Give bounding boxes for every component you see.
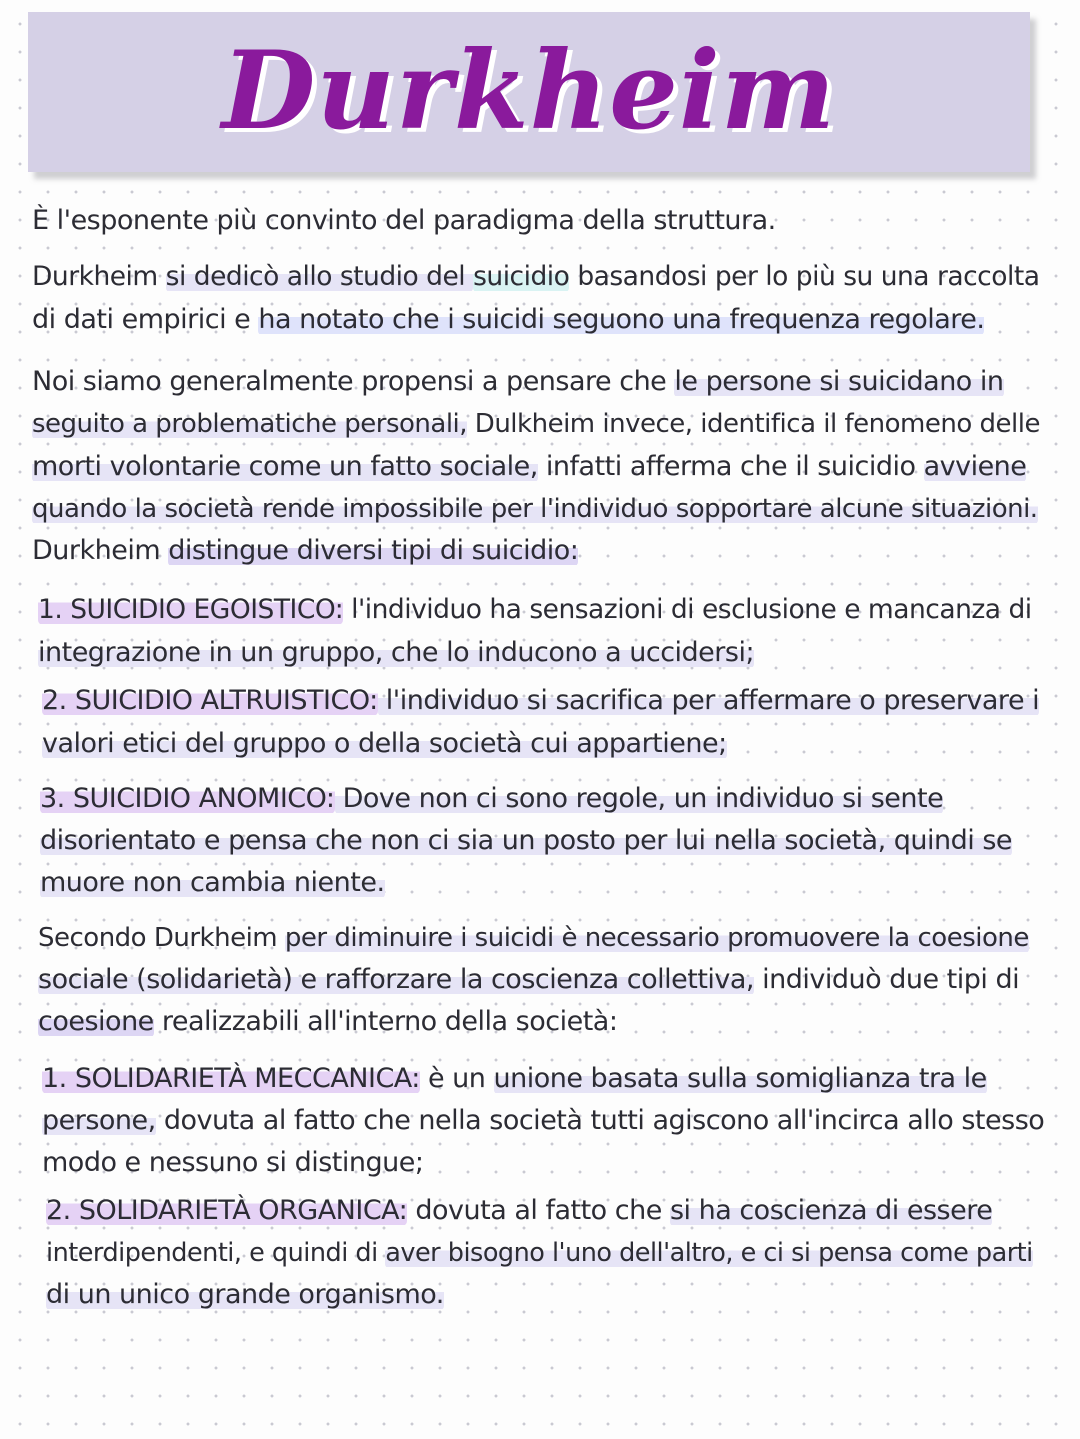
highlight: aver bisogno l'uno dell'altro, e ci si pensa come parti <box>385 1238 1033 1268</box>
page-title: Durkheim <box>221 28 837 154</box>
text-line: sociale (solidarietà) e rafforzare la coscienza collettiva, individuò due tipi di <box>38 964 1020 995</box>
text-line: persone, dovuta al fatto che nella società tutti agiscono all'incirca allo stesso <box>42 1105 1045 1136</box>
highlight: disorientato e pensa che non ci sia un posto per lui nella società, quindi se <box>40 825 1013 856</box>
text-line <box>38 635 754 671</box>
text-line <box>40 781 943 817</box>
text-line: coesione realizzabili all'interno della società: <box>38 1006 618 1037</box>
text-line: seguito a problematiche personali, Dulkheim invece, identifica il fenomeno delle <box>32 409 1040 439</box>
text-line: Noi siamo generalmente propensi a pensare che le persone si suicidano in <box>32 366 1004 397</box>
highlight: l'individuo si sacrifica per affermare o preservare i <box>377 685 1040 716</box>
highlight: sociale (solidarietà) e rafforzare la coscienza collettiva, <box>38 964 755 995</box>
highlight: distingue diversi tipi di suicidio: <box>168 535 579 566</box>
text-line: di dati empirici e ha notato che i suicidi seguono una frequenza regolare. <box>32 304 985 335</box>
solidarity-type-label: 2. SOLIDARIETÀ ORGANICA: <box>46 1195 408 1226</box>
highlight: avviene <box>923 451 1027 482</box>
highlight: si dedicò allo studio del <box>165 261 474 292</box>
text-line <box>46 1277 444 1313</box>
highlight: quando la società rende impossibile per l'individuo sopportare alcune situazioni. <box>32 494 1038 524</box>
solidarity-type-label: 1. SOLIDARIETÀ MECCANICA: <box>42 1063 420 1094</box>
text-line: Durkheim distingue diversi tipi di suicidio: <box>32 535 579 566</box>
title-banner <box>28 12 1030 172</box>
text-line <box>40 823 1012 859</box>
text-line <box>32 491 1038 527</box>
text-line: 2. SOLIDARIETÀ ORGANICA: dovuta al fatto che si ha coscienza di essere <box>46 1195 993 1226</box>
text-line: modo e nessuno si distingue; <box>42 1147 424 1178</box>
highlight: le persone si suicidano in <box>674 366 1004 397</box>
highlight: integrazione in un gruppo, che lo inducono a uccidersi; <box>38 637 755 668</box>
highlight: unione basata sulla somiglianza tra le <box>493 1063 987 1094</box>
highlight: Dove non ci sono regole, un individuo si sente <box>334 783 944 814</box>
text-line <box>42 726 727 762</box>
suicide-type-label: 1. SUICIDIO EGOISTICO: <box>38 594 344 625</box>
highlight: muore non cambia niente. <box>40 867 385 898</box>
text-line: 1. SUICIDIO EGOISTICO: l'individuo ha sensazioni di esclusione e mancanza di <box>38 594 1032 625</box>
text-line: Secondo Durkheim per diminuire i suicidi è necessario promuovere la coesione <box>38 923 1029 953</box>
text-line: morti volontarie come un fatto sociale, infatti afferma che il suicidio avviene <box>32 451 1027 482</box>
highlight: seguito a problematiche personali, <box>32 409 468 439</box>
highlight: persone, <box>42 1105 156 1136</box>
highlight: valori etici del gruppo o della società cui appartiene; <box>42 728 727 759</box>
text-line: Durkheim si dedicò allo studio del suicidio basandosi per lo più su una raccolta <box>32 261 1040 292</box>
highlight: morti volontarie come un fatto sociale, <box>32 451 538 482</box>
highlight: di un unico grande organismo. <box>46 1279 444 1310</box>
text-line: È l'esponente più convinto del paradigma della struttura. <box>32 205 776 236</box>
highlight: suicidio <box>473 261 570 292</box>
highlight: ha notato che i suicidi seguono una frequenza regolare. <box>258 304 985 335</box>
text-line: interdipendenti, e quindi di aver bisogno l'uno dell'altro, e ci si pensa come parti <box>46 1238 1033 1268</box>
suicide-type-label: 2. SUICIDIO ALTRUISTICO: <box>42 685 378 716</box>
highlight: per diminuire i suicidi è necessario promuovere la coesione <box>284 923 1029 953</box>
text-line: 1. SOLIDARIETÀ MECCANICA: è un unione basata sulla somiglianza tra le <box>42 1063 987 1094</box>
suicide-type-label: 3. SUICIDIO ANOMICO: <box>40 783 335 814</box>
highlight: coesione <box>38 1006 154 1037</box>
text-line <box>40 865 385 901</box>
highlight: si ha coscienza di essere <box>669 1195 993 1226</box>
text-line <box>42 683 1039 719</box>
